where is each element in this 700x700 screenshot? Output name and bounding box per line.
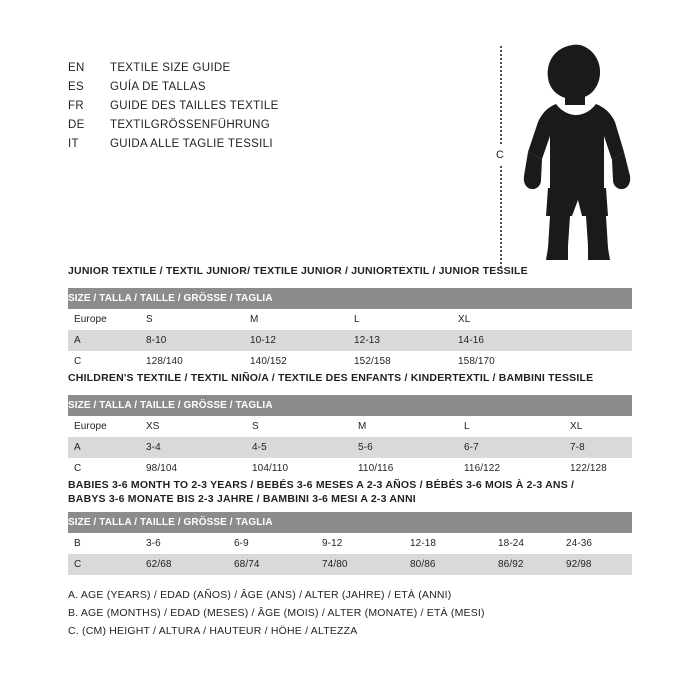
cell: 116/122: [464, 458, 570, 479]
row-label: C: [68, 554, 146, 575]
cell: 158/170: [458, 351, 632, 372]
children-size-table: [68, 395, 632, 479]
cell: 98/104: [146, 458, 252, 479]
legend-line-c: C. (CM) HEIGHT / ALTURA / HAUTEUR / HÖHE / ALTEZZA: [68, 625, 358, 637]
language-code: DE: [68, 119, 85, 131]
language-title: GUÍA DE TALLAS: [110, 81, 206, 93]
language-title-block: [68, 62, 279, 157]
cell: 62/68: [146, 554, 234, 575]
cell: 3-4: [146, 437, 252, 458]
cell: 92/98: [566, 554, 632, 575]
language-row: [68, 81, 279, 100]
cell: 12-18: [410, 533, 498, 554]
cell: 6-7: [464, 437, 570, 458]
table-row: [68, 416, 632, 437]
cell: L: [354, 309, 458, 330]
cell: 10-12: [250, 330, 354, 351]
cell: M: [358, 416, 464, 437]
legend-line-a: A. AGE (YEARS) / EDAD (AÑOS) / ÂGE (ANS) / ALTER (JAHRE) / ETÀ (ANNI): [68, 589, 452, 601]
cell: S: [252, 416, 358, 437]
row-label: A: [68, 437, 146, 458]
cell: 12-13: [354, 330, 458, 351]
table-header-row: [68, 395, 632, 416]
cell: L: [464, 416, 570, 437]
table-header-label: SIZE / TALLA / TAILLE / GRÖSSE / TAGLIA: [68, 395, 632, 416]
cell: 4-5: [252, 437, 358, 458]
cell: 3-6: [146, 533, 234, 554]
cell: 86/92: [498, 554, 566, 575]
height-measure-figure: [480, 40, 660, 270]
cell: 18-24: [498, 533, 566, 554]
language-row: [68, 138, 279, 157]
height-measure-label: C: [486, 146, 514, 164]
legend-line-b: B. AGE (MONTHS) / EDAD (MESES) / ÂGE (MOIS) / ALTER (MONATE) / ETÀ (MESI): [68, 607, 485, 619]
table-header-row: [68, 512, 632, 533]
cell: XL: [458, 309, 632, 330]
child-silhouette-icon: [520, 40, 650, 270]
junior-size-table: [68, 288, 632, 372]
cell: XL: [570, 416, 632, 437]
row-label: B: [68, 533, 146, 554]
language-code: IT: [68, 138, 79, 150]
section-title-junior: JUNIOR TEXTILE / TEXTIL JUNIOR/ TEXTILE JUNIOR / JUNIORTEXTIL / JUNIOR TESSILE: [68, 265, 528, 277]
table-row: [68, 458, 632, 479]
cell: 8-10: [146, 330, 250, 351]
cell: 152/158: [354, 351, 458, 372]
row-label: A: [68, 330, 146, 351]
language-code: FR: [68, 100, 84, 112]
language-row: [68, 119, 279, 138]
language-row: [68, 100, 279, 119]
row-label: C: [68, 458, 146, 479]
table-header-label: SIZE / TALLA / TAILLE / GRÖSSE / TAGLIA: [68, 288, 632, 309]
language-title: GUIDA ALLE TAGLIE TESSILI: [110, 138, 273, 150]
table-row: [68, 554, 632, 575]
language-title: TEXTILGRÖSSENFÜHRUNG: [110, 119, 270, 131]
cell: S: [146, 309, 250, 330]
table-row: [68, 437, 632, 458]
table-row: [68, 533, 632, 554]
row-label: C: [68, 351, 146, 372]
cell: 14-16: [458, 330, 632, 351]
row-label: Europe: [68, 416, 146, 437]
legend-block: [68, 586, 485, 640]
row-label: Europe: [68, 309, 146, 330]
table-row: [68, 330, 632, 351]
language-code: ES: [68, 81, 84, 93]
cell: M: [250, 309, 354, 330]
cell: 6-9: [234, 533, 322, 554]
cell: 68/74: [234, 554, 322, 575]
language-title: TEXTILE SIZE GUIDE: [110, 62, 231, 74]
cell: 7-8: [570, 437, 632, 458]
cell: 122/128: [570, 458, 632, 479]
cell: 104/110: [252, 458, 358, 479]
cell: 80/86: [410, 554, 498, 575]
cell: 140/152: [250, 351, 354, 372]
language-title: GUIDE DES TAILLES TEXTILE: [110, 100, 279, 112]
section-title-children: CHILDREN'S TEXTILE / TEXTIL NIÑO/A / TEXTILE DES ENFANTS / KINDERTEXTIL / BAMBINI TESSILE: [68, 372, 594, 384]
cell: 110/116: [358, 458, 464, 479]
language-code: EN: [68, 62, 85, 74]
language-row: [68, 62, 279, 81]
table-header-row: [68, 288, 632, 309]
cell: XS: [146, 416, 252, 437]
table-header-label: SIZE / TALLA / TAILLE / GRÖSSE / TAGLIA: [68, 512, 632, 533]
section-title-babies: BABIES 3-6 MONTH TO 2-3 YEARS / BEBÉS 3-6 MESES A 2-3 AÑOS / BÉBÉS 3-6 MOIS À 2-3 ANS / BABYS 3-6 MONATE BIS 2-3 JAHRE / BAMBINI 3-6 MESI A 2-3 ANNI: [68, 479, 575, 505]
table-row: [68, 309, 632, 330]
cell: 74/80: [322, 554, 410, 575]
cell: 128/140: [146, 351, 250, 372]
cell: 24-36: [566, 533, 632, 554]
babies-size-table: [68, 512, 632, 575]
table-row: [68, 351, 632, 372]
cell: 5-6: [358, 437, 464, 458]
cell: 9-12: [322, 533, 410, 554]
